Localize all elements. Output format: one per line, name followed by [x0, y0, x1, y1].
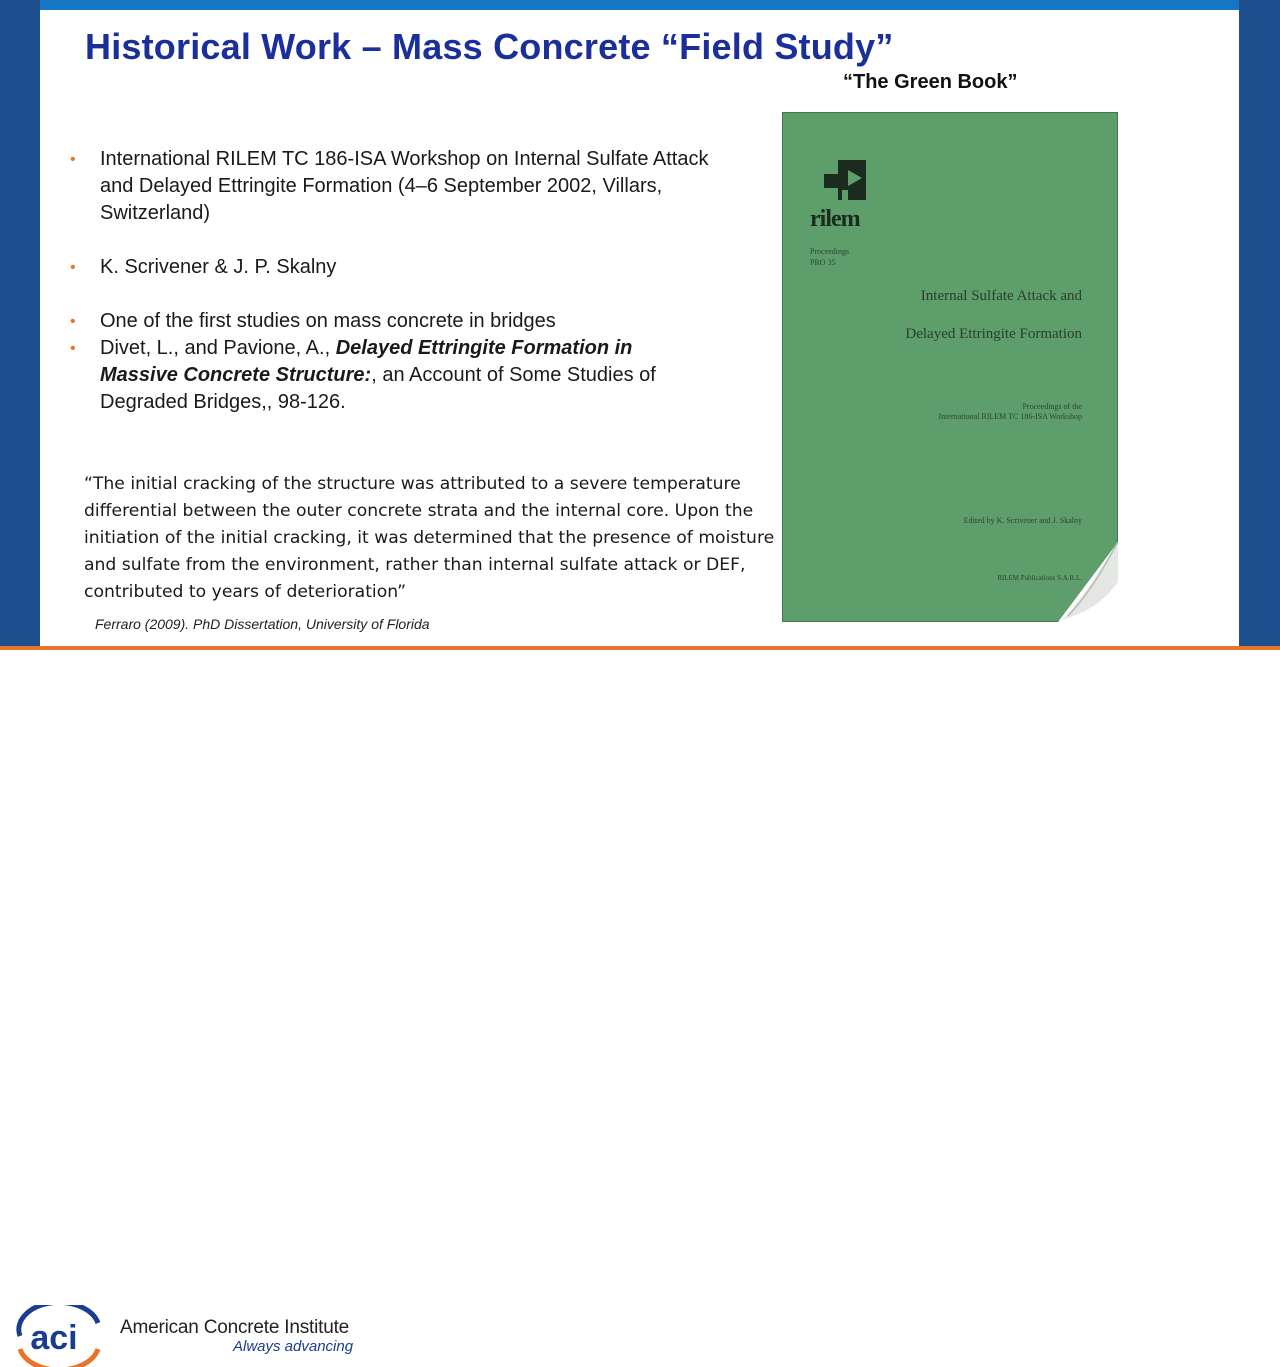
- bullet-item: [70, 254, 710, 281]
- cover-series: Proceedings PRO 35: [810, 247, 850, 267]
- reference-details: , an Account of Some Studies of Degraded Bridges,, 98-126.: [100, 364, 656, 413]
- bullet-text: K. Scrivener & J. P. Skalny: [100, 256, 337, 278]
- bullet-item: [70, 335, 710, 416]
- cover-title-line1: Internal Sulfate Attack and: [920, 288, 1082, 304]
- org-tagline: Always advancing: [233, 1338, 354, 1355]
- bullet-dot: •: [70, 151, 76, 168]
- left-frame: [0, 0, 40, 647]
- cover-proceedings: Proceedings of the International RILEM TC 186-ISA Workshop: [938, 402, 1082, 421]
- bullet-dot: •: [70, 340, 76, 357]
- quote-citation: Ferraro (2009). PhD Dissertation, University of Florida: [95, 616, 430, 632]
- book-label: “The Green Book”: [843, 71, 1018, 93]
- bullet-dot: •: [70, 259, 76, 276]
- bullet-item: [70, 146, 710, 227]
- org-name: American Concrete Institute: [120, 1317, 350, 1338]
- bullet-text: One of the first studies on mass concrete in bridges: [100, 310, 556, 332]
- slide-content: [40, 10, 1239, 647]
- cover-title-line2: Delayed Ettringite Formation: [905, 326, 1082, 342]
- bullet-list: [70, 146, 710, 416]
- aci-logo-icon: [6, 1305, 106, 1367]
- cover-publisher: RILEM Publications S.A.R.L.: [997, 574, 1082, 582]
- rilem-logo-text: rilem: [810, 206, 860, 232]
- cover-editors: Edited by K. Scrivener and J. Skalny: [963, 516, 1082, 525]
- bullet-item: [70, 308, 710, 335]
- right-frame: [1239, 0, 1280, 647]
- svg-text:aci: aci: [30, 1319, 78, 1357]
- reference-title: Delayed Ettringite Formation in Massive Concrete Structure:: [100, 337, 633, 386]
- reference-authors: Divet, L., and Pavione, A.,: [100, 337, 336, 359]
- book-cover-image: [782, 112, 1118, 622]
- footer: [0, 650, 1280, 1357]
- quote-text: “The initial cracking of the structure was attributed to a severe temperature differential between the outer concrete strata and the internal core. Upon the initiation of the initial cracking, it was determined that the presence of moisture and sulfate from the environment, rather than internal sulfate attack or DEF, contributed to years of deterioration”: [84, 474, 775, 602]
- slide-title: Historical Work – Mass Concrete “Field Study”: [85, 26, 894, 67]
- bullet-text: International RILEM TC 186-ISA Workshop on Internal Sulfate Attack and Delayed Ettringite Formation (4–6 September 2002, Villars, Switzerland): [100, 148, 709, 224]
- bullet-dot: •: [70, 313, 76, 330]
- page-curl-icon: [1058, 542, 1118, 622]
- top-accent-bar: [0, 0, 1280, 10]
